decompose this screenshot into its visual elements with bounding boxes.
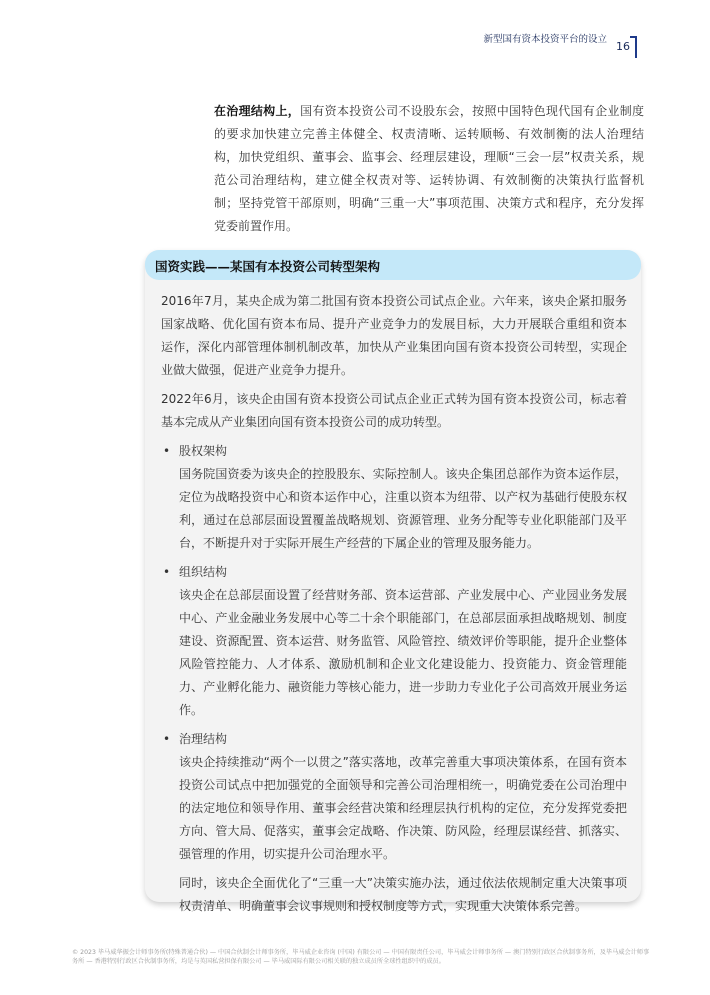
intro-paragraph [214, 100, 644, 238]
section-governance-structure [161, 728, 627, 918]
case-study-body [161, 290, 627, 924]
intro-text: 国有资本投资公司不设股东会，按照中国特色现代国有企业制度的要求加快建立完善主体健全、权责清晰、运转顺畅、有效制衡的法人治理结构，加快党组织、董事会、监事会、经理层建设，理顺“三会一层”权责关系，规范公司治理结构，建立健全权责对等、运转协调、有效制衡的决策执行监督机制；坚持党管干部原则，明确“三重一大”事项范围、决策方式和程序，充分发挥党委前置作用。 [214, 104, 644, 233]
case-study-header [145, 250, 641, 280]
page-number-bracket [630, 36, 637, 58]
document-title: 新型国有资本投资平台的设立 [483, 34, 607, 45]
section-title: 治理结构 [179, 732, 228, 746]
bullet-icon: • [163, 732, 171, 746]
case-study-box [145, 250, 641, 913]
section-paragraph: 该央企在总部层面设置了经营财务部、资本运营部、产业发展中心、产业园业务发展中心、产业金融业务发展中心等二十余个职能部门，在总部层面承担战略规划、制度建设、资源配置、资本运营、财务监管、风险管控、绩效评价等职能，提升企业整体风险管控能力、人才体系、激励机制和企业文化建设能力、投资能力、资金管理能力、产业孵化能力、融资能力等核心能力，进一步助力专业化子公司高效开展业务运作。 [179, 588, 627, 717]
section-equity-structure [161, 440, 627, 555]
section-paragraph: 该央企持续推动“两个一以贯之”落实落地，改革完善重大事项决策体系，在国有资本投资公司试点中把加强党的全面领导和完善公司治理相统一，明确党委在公司治理中的法定地位和领导作用、董事会经营决策和经理层执行机构的定位，充分发挥党委把方向、管大局、促落实，董事会定战略、作决策、防风险，经理层谋经营、抓落实、强管理的作用，切实提升公司治理水平。 [179, 755, 627, 861]
page-number: 16 [616, 40, 630, 53]
footer-copyright: © 2023 毕马威华振会计师事务所(特殊普通合伙) — 中国合伙制会计师事务所，毕马威企业咨询 (中国) 有限公司 — 中国有限责任公司，毕马威会计师事务所 — 澳门特别行政区合伙制事务所，及毕马威会计师事务所 — 香港特别行政区合伙制事务所，均是与英国私营担保有限公司 — 毕马威国际有限公司相关联的独立成员所全球性组织中的成员。 [72, 949, 650, 965]
section-organization-structure [161, 561, 627, 722]
bullet-icon: • [163, 565, 171, 579]
section-title: 组织结构 [179, 565, 228, 579]
intro-lead: 在治理结构上， [214, 104, 301, 118]
bullet-icon: • [163, 444, 171, 458]
section-paragraph: 国务院国资委为该央企的控股股东、实际控制人。该央企集团总部作为资本运作层，定位为战略投资中心和资本运作中心，注重以资本为纽带、以产权为基础行使股东权利，通过在总部层面设置覆盖战略规划、资源管理、业务分配等专业化职能部门及平台，不断提升对于实际开展生产经营的下属企业的管理及服务能力。 [179, 467, 627, 550]
case-paragraph: 2016年7月，某央企成为第二批国有资本投资公司试点企业。六年来，该央企紧扣服务国家战略、优化国有资本布局、提升产业竞争力的发展目标，大力开展联合重组和资本运作，深化内部管理体制机制改革，加快从产业集团向国有资本投资公司转型，实现企业做大做强，促进产业竞争力提升。 [161, 294, 627, 377]
section-title: 股权架构 [179, 444, 228, 458]
case-paragraph: 2022年6月，该央企由国有资本投资公司试点企业正式转为国有资本投资公司，标志着基本完成从产业集团向国有资本投资公司的成功转型。 [161, 392, 627, 429]
case-study-title: 国资实践——某国有本投资公司转型架构 [155, 259, 381, 274]
section-paragraph: 同时，该央企全面优化了“三重一大”决策实施办法，通过依法依规制定重大决策事项权责清单、明确董事会议事规则和授权制度等方式，实现重大决策体系完善。 [179, 876, 627, 913]
